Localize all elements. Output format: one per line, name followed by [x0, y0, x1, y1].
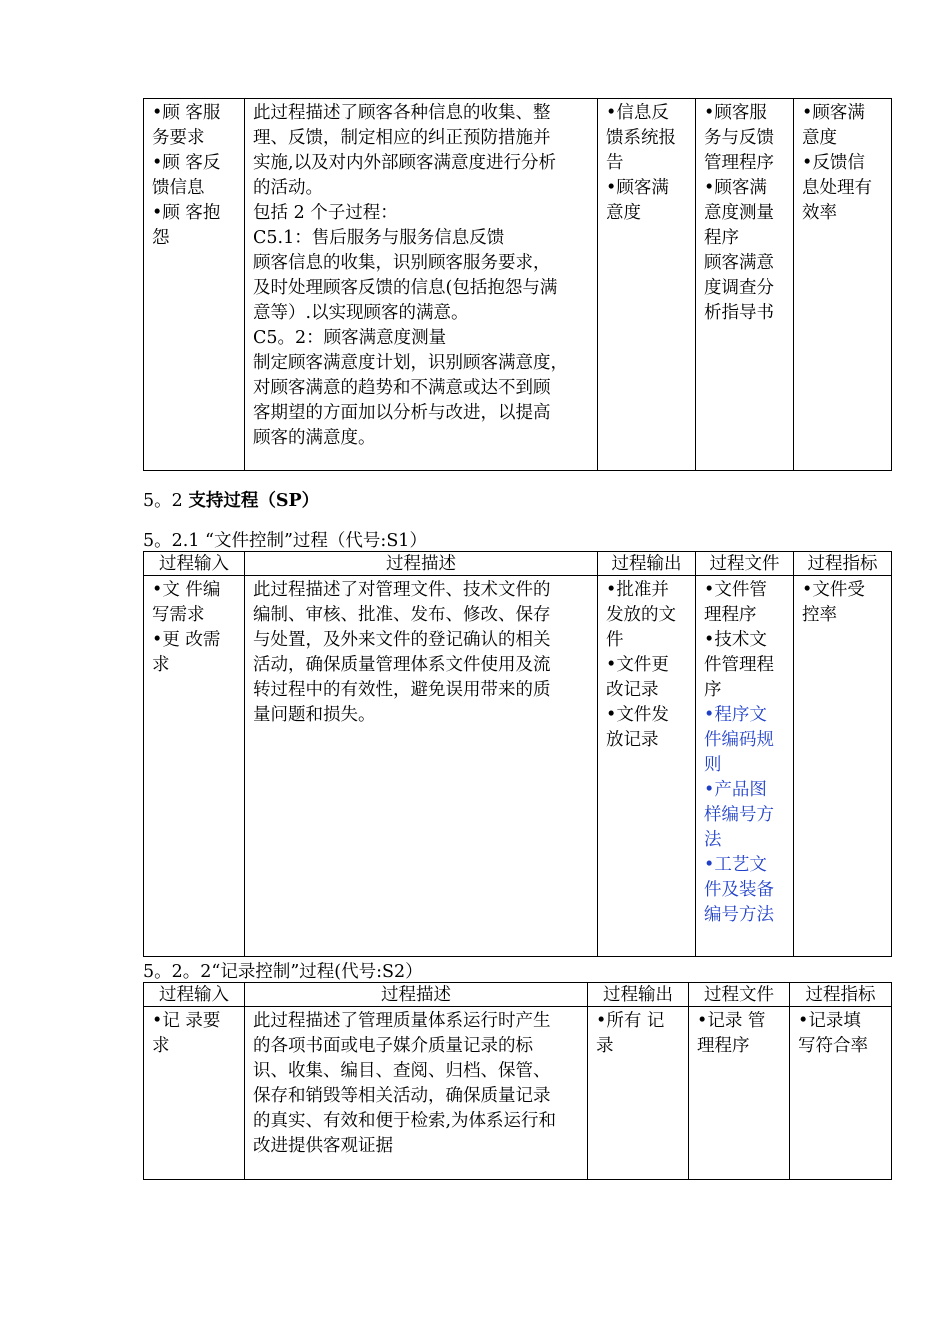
cell-text-line: 件	[606, 630, 624, 650]
c5-documents-cell	[696, 99, 794, 471]
s2-documents-cell	[689, 1007, 790, 1180]
s2-inputs-cell	[144, 1007, 245, 1180]
cell-text-line: 理程序	[697, 1036, 750, 1056]
cell-text-line: 管理程序	[704, 153, 774, 173]
document-link-line[interactable]: 则	[704, 755, 722, 775]
cell-text-line: 告	[606, 153, 624, 173]
document-link-line[interactable]: •产品图	[704, 780, 767, 800]
cell-text-line: 实施,以及对内外部顾客满意度进行分析	[253, 153, 557, 173]
cell-text-line: 的活动。	[253, 178, 323, 198]
s1-outputs-cell	[598, 576, 696, 957]
cell-text-line: 析指导书	[704, 303, 774, 323]
cell-text-line: 顾客信息的收集，识别顾客服务要求，	[253, 253, 551, 273]
document-link-line[interactable]: 件编码规	[704, 730, 774, 750]
table-s1	[143, 551, 892, 957]
cell-text-line: 的真实、有效和便于检索,为体系运行和	[253, 1111, 557, 1131]
cell-text-line: •顾客满	[802, 103, 865, 123]
table-c5	[143, 98, 892, 471]
cell-text-line: 序	[704, 680, 722, 700]
section-5-2-heading	[143, 487, 319, 512]
s2-indicators-cell	[790, 1007, 892, 1180]
cell-text-line: 度调查分	[704, 278, 774, 298]
cell-text-line: 放记录	[606, 730, 659, 750]
c5-inputs-cell	[144, 99, 245, 471]
document-link-line[interactable]: •工艺文	[704, 855, 767, 875]
cell-text-line: •顾 客抱	[152, 203, 221, 223]
cell-text-line: 求	[152, 655, 170, 675]
document-link-line[interactable]: 样编号方	[704, 805, 774, 825]
cell-text-line: 务与反馈	[704, 128, 774, 148]
cell-text-line: 写符合率	[798, 1036, 868, 1056]
section-5-2-prefix: 5。2	[143, 491, 189, 511]
cell-text-line: •批准并	[606, 580, 669, 600]
cell-text-line: •文件管	[704, 580, 767, 600]
s1-header-indicators: 过程指标	[794, 552, 892, 576]
cell-text-line: •文件更	[606, 655, 669, 675]
cell-text-line: 此过程描述了管理质量体系运行时产生	[253, 1011, 551, 1031]
cell-text-line: 的各项书面或电子媒介质量记录的标	[253, 1036, 533, 1056]
cell-text-line: •记录填	[798, 1011, 861, 1031]
table-s2	[143, 982, 892, 1180]
cell-text-line: 转过程中的有效性，避免误用带来的质	[253, 680, 551, 700]
cell-text-line: •记录 管	[697, 1011, 766, 1031]
s2-header-output: 过程输出	[588, 983, 689, 1007]
s2-outputs-cell	[588, 1007, 689, 1180]
cell-text-line: 识、收集、编目、查阅、归档、保管、	[253, 1061, 551, 1081]
cell-text-line: 保存和销毁等相关活动，确保质量记录	[253, 1086, 551, 1106]
cell-text-line: 求	[152, 1036, 170, 1056]
cell-text-line: •技术文	[704, 630, 767, 650]
cell-text-line: 发放的文	[606, 605, 676, 625]
s1-header-description: 过程描述	[245, 552, 598, 576]
cell-text-line: 此过程描述了顾客各种信息的收集、整	[253, 103, 551, 123]
c5-outputs-cell	[598, 99, 696, 471]
cell-text-line: •顾客服	[704, 103, 767, 123]
cell-text-line: 客期望的方面加以分析与改进，以提高	[253, 403, 551, 423]
document-link-line[interactable]: •程序文	[704, 705, 767, 725]
cell-text-line: 顾客满意	[704, 253, 774, 273]
cell-text-line: 务要求	[152, 128, 205, 148]
cell-text-line: 意度	[606, 203, 641, 223]
section-5-2-2-heading: 5。2。2“记录控制”过程(代号:S2）	[143, 962, 423, 982]
cell-text-line: 理、反馈，制定相应的纠正预防措施并	[253, 128, 551, 148]
document-link-line[interactable]: 法	[704, 830, 722, 850]
section-5-2-1-heading: 5。2.1 “文件控制”过程（代号:S1）	[143, 531, 427, 551]
cell-text-line: 录	[596, 1036, 614, 1056]
s2-header-documents: 过程文件	[689, 983, 790, 1007]
s1-description-cell	[245, 576, 598, 957]
section-5-2-title: 支持过程（SP）	[188, 491, 320, 511]
cell-text-line: 理程序	[704, 605, 757, 625]
cell-text-line: •文件受	[802, 580, 865, 600]
s1-header-documents: 过程文件	[696, 552, 794, 576]
s1-inputs-cell	[144, 576, 245, 957]
cell-text-line: C5。2：顾客满意度测量	[253, 328, 447, 348]
cell-text-line: 编制、审核、批准、发布、修改、保存	[253, 605, 551, 625]
s2-header-description: 过程描述	[245, 983, 588, 1007]
cell-text-line: 怨	[152, 228, 170, 248]
cell-text-line: •反馈信	[802, 153, 865, 173]
cell-text-line: C5.1：售后服务与服务信息反馈	[253, 228, 505, 248]
cell-text-line: •文件发	[606, 705, 669, 725]
cell-text-line: •顾 客服	[152, 103, 221, 123]
cell-text-line: •顾 客反	[152, 153, 221, 173]
document-link-line[interactable]: 编号方法	[704, 905, 774, 925]
cell-text-line: 息处理有	[802, 178, 872, 198]
cell-text-line: •更 改需	[152, 630, 221, 650]
cell-text-line: 效率	[802, 203, 837, 223]
cell-text-line: 改记录	[606, 680, 659, 700]
cell-text-line: 控率	[802, 605, 837, 625]
cell-text-line: 改进提供客观证据	[253, 1136, 393, 1156]
c5-description-cell	[245, 99, 598, 471]
cell-text-line: 量问题和损失。	[253, 705, 376, 725]
s1-header-input: 过程输入	[144, 552, 245, 576]
cell-text-line: 及时处理顾客反馈的信息(包括抱怨与满	[253, 278, 558, 298]
cell-text-line: 包括 2 个子过程：	[253, 203, 398, 223]
cell-text-line: 意度测量	[704, 203, 774, 223]
s1-header-output: 过程输出	[598, 552, 696, 576]
s2-header-indicators: 过程指标	[790, 983, 892, 1007]
cell-text-line: 程序	[704, 228, 739, 248]
cell-text-line: 意等）.以实现顾客的满意。	[253, 303, 469, 323]
cell-text-line: 顾客的满意度。	[253, 428, 376, 448]
s2-description-cell	[245, 1007, 588, 1180]
cell-text-line: 件管理程	[704, 655, 774, 675]
cell-text-line: •信息反	[606, 103, 669, 123]
cell-text-line: 对顾客满意的趋势和不满意或达不到顾	[253, 378, 551, 398]
cell-text-line: 意度	[802, 128, 837, 148]
cell-text-line: •文 件编	[152, 580, 221, 600]
s2-header-input: 过程输入	[144, 983, 245, 1007]
cell-text-line: •顾客满	[704, 178, 767, 198]
cell-text-line: 制定顾客满意度计划，识别顾客满意度，	[253, 353, 568, 373]
cell-text-line: 馈系统报	[606, 128, 676, 148]
cell-text-line: 馈信息	[152, 178, 205, 198]
cell-text-line: 此过程描述了对管理文件、技术文件的	[253, 580, 551, 600]
s1-documents-cell	[696, 576, 794, 957]
cell-text-line: •顾客满	[606, 178, 669, 198]
cell-text-line: •记 录要	[152, 1011, 221, 1031]
cell-text-line: •所有 记	[596, 1011, 665, 1031]
cell-text-line: 写需求	[152, 605, 205, 625]
cell-text-line: 与处置，及外来文件的登记确认的相关	[253, 630, 551, 650]
cell-text-line: 活动，确保质量管理体系文件使用及流	[253, 655, 551, 675]
s1-indicators-cell	[794, 576, 892, 957]
document-link-line[interactable]: 件及装备	[704, 880, 774, 900]
c5-indicators-cell	[794, 99, 892, 471]
